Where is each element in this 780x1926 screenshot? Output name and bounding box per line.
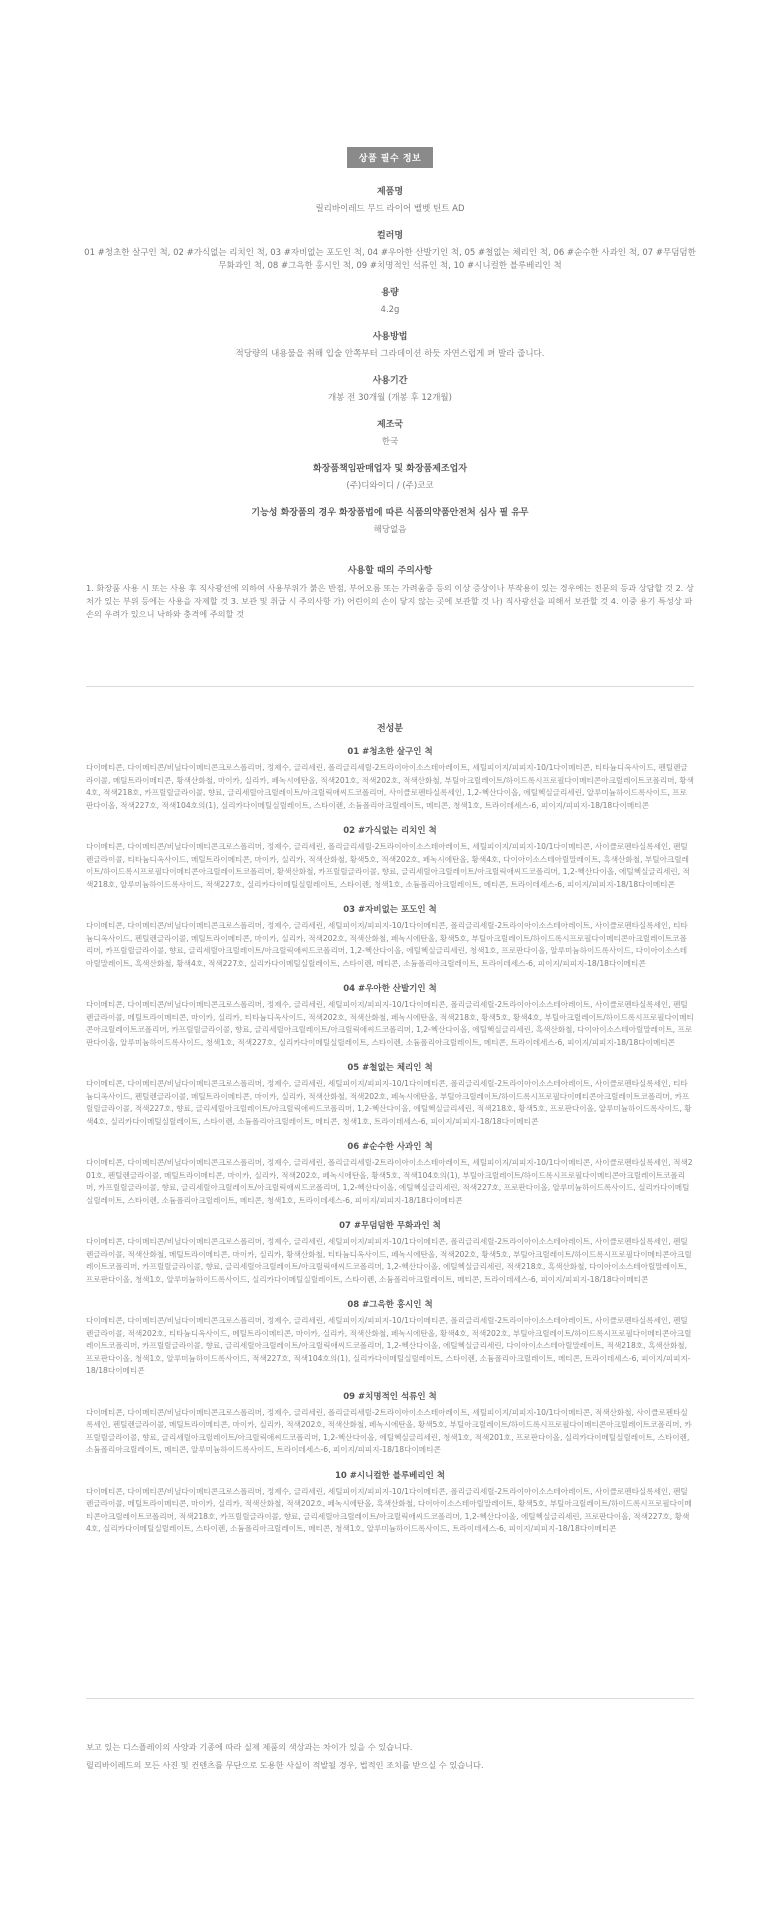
info-section <box>0 186 780 537</box>
shade-name: 10 #시니컬한 블루베리인 척 <box>335 1470 445 1481</box>
shade-ingredients: 다이메티콘, 다이메티콘/비닐다이메티콘크로스폴리머, 정제수, 글리세린, 세틸피이지/피피지-10/1다이메티콘, 폴리글리세릴-2트라이아이소스테아레이트, 사이클로펜타실록세인, 펜틸렌글라이콜, 메틸트라이메티콘, 마이카, 실리카, 적색산화철, 적색202호, 페녹시에탄올, 흑색산화철, 다이아이소스테아릴말레이트, 황색5호, 부틸아크릴레이트/하이드록시프로필다이메티콘아크릴레이트코폴리머, 적색218호, 카프릴릴글라이콜, 향료, 글리세릴아크릴레이트/아크릴릭애씨드코폴리머, 1,2-헥산다이올, 에틸헥실글리세린, 프로판다이올, 적색227호, 황색4호, 실리카다이메틸실릴레이트, 스타이렌, 소듐폴리아크릴레이트, 메티콘, 청색1호, 알루미늄하이드록사이드, 트라이데세스-6, 피이지/피피지-18/18다이메티콘 <box>86 1486 692 1533</box>
info-value: 적당량의 내용물을 취해 입술 안쪽부터 그라데이션 하듯 자연스럽게 펴 발라 줍니다. <box>235 349 545 359</box>
shade-name: 05 #철없는 체리인 척 <box>347 1063 433 1073</box>
info-value: (주)디와이디 / (주)코코 <box>346 481 434 491</box>
info-usage <box>0 331 780 361</box>
shade-name: 02 #가식없는 리치인 척 <box>343 826 437 836</box>
info-value: 01 #청초한 살구인 척, 02 #가식없는 리치인 척, 03 #자비없는 포도인 척, 04 #우아한 산발기인 척, 05 #철없는 체리인 척, 06 #순수한 사과인 척, 07 #무덤덤한 무화과인 척, 08 #그윽한 홍시인 척, 09 #치명적인 석류인 척, 10 #시니컬한 블루베리인 척 <box>84 248 696 271</box>
info-shelf-life <box>0 375 780 405</box>
info-value: 한국 <box>381 437 399 447</box>
notice-section <box>86 1738 694 1774</box>
badge-wrap <box>0 0 780 168</box>
shade-08 <box>86 1299 694 1378</box>
shade-ingredients: 다이메티콘, 다이메티콘/비닐다이메티콘크로스폴리머, 정제수, 글리세린, 세틸피이지/피피지-10/1다이메티콘, 폴리글리세릴-2트라이아이소스테아레이트, 사이클로펜타실록세인, 티타늄디옥사이드, 펜틸렌글라이콜, 메틸트라이메티콘, 마이카, 실리카, 적색산화철, 적색202호, 페녹시에탄올, 부틸아크릴레이트/하이드록시프로필다이메티콘아크릴레이트코폴리머, 카프릴릴글라이콜, 적색227호, 향료, 글리세릴아크릴레이트/아크릴릭애씨드코폴리머, 1,2-헥산다이올, 에틸헥실글리세린, 적색218호, 황색5호, 프로판다이올, 알루미늄하이드록사이드, 황색4호, 실리카다이메틸실릴레이트, 스타이렌, 소듐폴리아크릴레이트, 메티콘, 청색1호, 트라이데세스-6, 피이지/피피지-18/18다이메티콘 <box>86 1079 692 1126</box>
info-country <box>0 419 780 449</box>
shade-10 <box>86 1470 694 1536</box>
info-product-name <box>0 186 780 216</box>
shade-ingredients: 다이메티콘, 다이메티콘/비닐다이메티콘크로스폴리머, 정제수, 글리세린, 세틸피이지/피피지-10/1다이메티콘, 폴리글리세릴-2트라이아이소스테아레이트, 사이클로펜타실록세인, 펜틸렌글라이콜, 적색산화철, 메틸트라이메티콘, 마이카, 실리카, 황색산화철, 티타늄디옥사이드, 페녹시에탄올, 적색202호, 황색5호, 부틸아크릴레이트/하이드록시프로필다이메티콘아크릴레이트코폴리머, 카프릴릴글라이콜, 향료, 글리세릴아크릴레이트/아크릴릭애씨드코폴리머, 1,2-헥산다이올, 에틸헥실글리세린, 적색218호, 흑색산화철, 다이아이소스테아릴말레이트, 프로판다이올, 청색1호, 알루미늄하이드록사이드, 실리카다이메틸실릴레이트, 스타이렌, 소듐폴리아크릴레이트, 메티콘, 트라이데세스-6, 피이지/피피지-18/18다이메티콘 <box>86 1237 692 1284</box>
ingredients-list <box>86 746 694 1549</box>
shade-04 <box>86 983 694 1049</box>
shade-ingredients: 다이메티콘, 다이메티콘/비닐다이메티콘크로스폴리머, 정제수, 글리세린, 세틸피이지/피피지-10/1다이메티콘, 폴리글리세릴-2트라이아이소스테아레이트, 사이클로펜타실록세인, 티타늄디옥사이드, 펜틸렌글라이콜, 메틸트라이메티콘, 마이카, 실리카, 적색202호, 적색산화철, 페녹시에탄올, 황색5호, 부틸아크릴레이트/하이드록시프로필다이메티콘아크릴레이트코폴리머, 카프릴릴글라이콜, 향료, 글리세릴아크릴레이트/아크릴릭애씨드코폴리머, 1,2-헥산다이올, 에틸헥실글리세린, 청색1호, 프로판다이올, 알루미늄하이드록사이드, 다이아이소스테아릴말레이트, 흑색산화철, 황색4호, 적색227호, 실리카다이메틸실릴레이트, 스타이렌, 메티콘, 소듐폴리아크릴레이트, 트라이데세스-6, 피이지/피피지-18/18다이메티콘 <box>86 921 688 968</box>
info-label: 사용방법 <box>372 332 408 342</box>
shade-03 <box>86 904 694 970</box>
shade-06 <box>86 1141 694 1207</box>
caution-body: 1. 화장품 사용 시 또는 사용 후 직사광선에 의하여 사용부위가 붉은 반점, 부어오름 또는 가려움증 등의 이상 증상이나 부작용이 있는 경우에는 전문의 등과 상담할 것 2. 상처가 있는 부위 등에는 사용을 자제할 것 3. 보관 및 취급 시 주의사항 가) 어린이의 손이 닿지 않는 곳에 보관할 것 나) 직사광선을 피해서 보관할 것 4. 이중 용기 특성상 파손의 우려가 있으니 낙하와 충격에 주의할 것 <box>86 583 694 619</box>
required-info-badge: 상품 필수 정보 <box>347 147 433 168</box>
shade-name: 06 #순수한 사과인 척 <box>347 1142 433 1152</box>
info-volume <box>0 287 780 317</box>
info-label: 기능성 화장품의 경우 화장품법에 따른 식품의약품안전처 심사 필 유무 <box>251 508 529 518</box>
ingredients-title: 전성분 <box>376 724 404 734</box>
info-functional <box>0 507 780 537</box>
info-value: 해당없음 <box>373 525 407 535</box>
shade-name: 09 #치명적인 석류인 척 <box>343 1391 437 1402</box>
shade-ingredients: 다이메티콘, 다이메티콘/비닐다이메티콘크로스폴리머, 정제수, 글리세린, 세틸피이지/피피지-10/1다이메티콘, 폴리글리세릴-2트라이아이소스테아레이트, 사이클로펜타실록세인, 펜틸렌글라이콜, 메틸트라이메티콘, 마이카, 실리카, 티타늄디옥사이드, 적색202호, 적색산화철, 페녹시에탄올, 적색218호, 황색5호, 황색4호, 부틸아크릴레이트/하이드록시프로필다이메티콘아크릴레이트코폴리머, 카프릴릴글라이콜, 향료, 글리세릴아크릴레이트/아크릴릭애씨드코폴리머, 1,2-헥산다이올, 에틸헥실글리세린, 흑색산화철, 다이아이소스테아릴말레이트, 프로판다이올, 알루미늄하이드록사이드, 청색1호, 적색227호, 실리카다이메틸실릴레이트, 스타이렌, 소듐폴리아크릴레이트, 메티콘, 트라이데세스-6, 피이지/피피지-18/18다이메티콘 <box>86 1000 694 1047</box>
caution-title: 사용할 때의 주의사항 <box>347 566 433 576</box>
shade-name: 04 #우아한 산발기인 척 <box>343 984 437 994</box>
shade-name: 07 #무덤덤한 무화과인 척 <box>339 1221 441 1231</box>
info-label: 제품명 <box>376 187 404 197</box>
info-label: 컬러명 <box>376 231 404 241</box>
shade-ingredients: 다이메티콘, 다이메티콘/비닐다이메티콘크로스폴리머, 정제수, 글리세린, 폴리글리세릴-2트라이아이소스테아레이트, 세틸피이지/피피지-10/1다이메티콘, 적색산화철, 사이클로펜타실록세인, 펜틸렌글라이콜, 메틸트라이메티콘, 마이카, 실리카, 적색202호, 적색산화철, 페녹시에탄올, 황색5호, 부틸아크릴레이트/하이드록시프로필다이메티콘아크릴레이트코폴리머, 카프릴릴글라이콜, 향료, 글리세릴아크릴레이트/아크릴릭애씨드코폴리머, 1,2-헥산다이올, 에틸헥실글리세린, 청색1호, 적색201호, 프로판다이올, 실리카다이메틸실릴레이트, 스타이렌, 소듐폴리아크릴레이트, 메티콘, 알루미늄하이드록사이드, 트라이데세스-6, 피이지/피피지-18/18다이메티콘 <box>86 1407 692 1454</box>
shade-02 <box>86 825 694 891</box>
caution-section <box>0 563 780 621</box>
shade-05 <box>86 1062 694 1128</box>
shade-01 <box>86 746 694 812</box>
info-label: 화장품책임판매업자 및 화장품제조업자 <box>312 464 468 474</box>
shade-ingredients: 다이메티콘, 다이메티콘/비닐다이메티콘크로스폴리머, 정제수, 글리세린, 폴리글리세릴-2트라이아이소스테아레이트, 세틸피이지/피피지-10/1다이메티콘, 사이클로펜타실록세인, 적색201호, 펜틸렌글라이콜, 메틸트라이메티콘, 마이카, 실리카, 적색202호, 페녹시에탄올, 황색5호, 적색104호의(1), 부틸아크릴레이트/하이드록시프로필다이메티콘아크릴레이트코폴리머, 카프릴릴글라이콜, 향료, 글리세릴아크릴레이트/아크릴릭애씨드코폴리머, 1,2-헥산다이올, 에틸헥실글리세린, 적색227호, 프로판다이올, 알루미늄하이드록사이드, 실리카다이메틸실릴레이트, 스타이렌, 소듐폴리아크릴레이트, 메티콘, 청색1호, 트라이데세스-6, 피이지/피피지-18/18다이메티콘 <box>86 1158 693 1205</box>
notice-copyright: 릴리바이레드의 모든 사진 및 컨텐츠를 무단으로 도용한 사실이 적발될 경우, 법적인 조치를 받으실 수 있습니다. <box>86 1760 484 1770</box>
info-manufacturer <box>0 463 780 493</box>
shade-07 <box>86 1220 694 1286</box>
shade-name: 03 #자비없는 포도인 척 <box>343 905 437 915</box>
info-label: 용량 <box>381 288 399 298</box>
notice-display: 보고 있는 디스플레이의 사양과 기종에 따라 실제 제품의 색상과는 차이가 있을 수 있습니다. <box>86 1742 413 1752</box>
divider <box>86 1698 694 1699</box>
info-color-name <box>0 230 780 273</box>
info-value: 릴리바이레드 무드 라이어 벨벳 틴트 AD <box>315 204 465 214</box>
divider <box>86 686 694 687</box>
shade-ingredients: 다이메티콘, 다이메티콘/비닐다이메티콘크로스폴리머, 정제수, 글리세린, 폴리글리세릴-2트라이아이소스테아레이트, 세틸피이지/피피지-10/1다이메티콘, 사이클로펜타실록세인, 펜틸렌글라이콜, 티타늄디옥사이드, 메틸트라이메티콘, 마이카, 실리카, 적색산화철, 황색5호, 적색202호, 페녹시에탄올, 황색4호, 다이아이소스테아릴말레이트, 흑색산화철, 부틸아크릴레이트/하이드록시프로필다이메티콘아크릴레이트코폴리머, 황색산화철, 카프릴릴글라이콜, 향료, 글리세릴아크릴레이트/아크릴릭애씨드코폴리머, 1,2-헥산다이올, 에틸헥실글리세린, 적색218호, 알루미늄하이드록사이드, 적색227호, 실리카다이메틸실릴레이트, 스타이렌, 청색1호, 소듐폴리아크릴레이트, 메티콘, 트라이데세스-6, 피이지/피피지-18/18다이메티콘 <box>86 842 690 889</box>
shade-name: 01 #청초한 살구인 척 <box>347 747 433 757</box>
info-value: 개봉 전 30개월 (개봉 후 12개월) <box>328 393 452 403</box>
shade-ingredients: 다이메티콘, 다이메티콘/비닐다이메티콘크로스폴리머, 정제수, 글리세린, 세틸피이지/피피지-10/1다이메티콘, 폴리글리세릴-2트라이아이소스테아레이트, 사이클로펜타실록세인, 펜틸렌글라이콜, 적색202호, 티타늄디옥사이드, 메틸트라이메티콘, 마이카, 실리카, 적색산화철, 페녹시에탄올, 황색4호, 적색202호, 부틸아크릴레이트/하이드록시프로필다이메티콘아크릴레이트코폴리머, 카프릴릴글라이콜, 향료, 글리세릴아크릴레이트/아크릴릭애씨드코폴리머, 1,2-헥산다이올, 에틸헥실글리세린, 다이아이소스테아릴말레이트, 적색218호, 흑색산화철, 프로판다이올, 청색1호, 알루미늄하이드록사이드, 적색227호, 적색104호의(1), 실리카다이메틸실릴레이트, 스타이렌, 소듐폴리아크릴레이트, 메티콘, 트라이데세스-6, 피이지/피피지-18/18다이메티콘 <box>86 1316 692 1375</box>
shade-09 <box>86 1391 694 1457</box>
shade-ingredients: 다이메티콘, 다이메티콘/비닐다이메티콘크로스폴리머, 정제수, 글리세린, 폴리글리세릴-2트라이아이소스테아레이트, 세틸피이지/피피지-10/1다이메티콘, 티타늄디옥사이드, 펜틸렌글라이콜, 메틸트라이메티콘, 황색산화철, 마이카, 실리카, 페녹시에탄올, 적색201호, 적색202호, 적색산화철, 부틸아크릴레이트/하이드록시프로필다이메티콘아크릴레이트코폴리머, 황색4호, 적색218호, 카프릴릴글라이콜, 향료, 글리세릴아크릴레이트/아크릴릭애씨드코폴리머, 사이클로펜타실록세인, 1,2-헥산다이올, 에틸헥실글리세린, 알루미늄하이드록사이드, 프로판다이올, 적색227호, 적색104호의(1), 실리카다이메틸실릴레이트, 스타이렌, 소듐폴리아크릴레이트, 메티콘, 청색1호, 트라이데세스-6, 피이지/피피지-18/18다이메티콘 <box>86 763 694 810</box>
info-value: 4.2g <box>380 305 400 315</box>
shade-name: 08 #그윽한 홍시인 척 <box>347 1300 433 1310</box>
info-label: 사용기간 <box>372 376 408 386</box>
info-label: 제조국 <box>376 420 404 430</box>
